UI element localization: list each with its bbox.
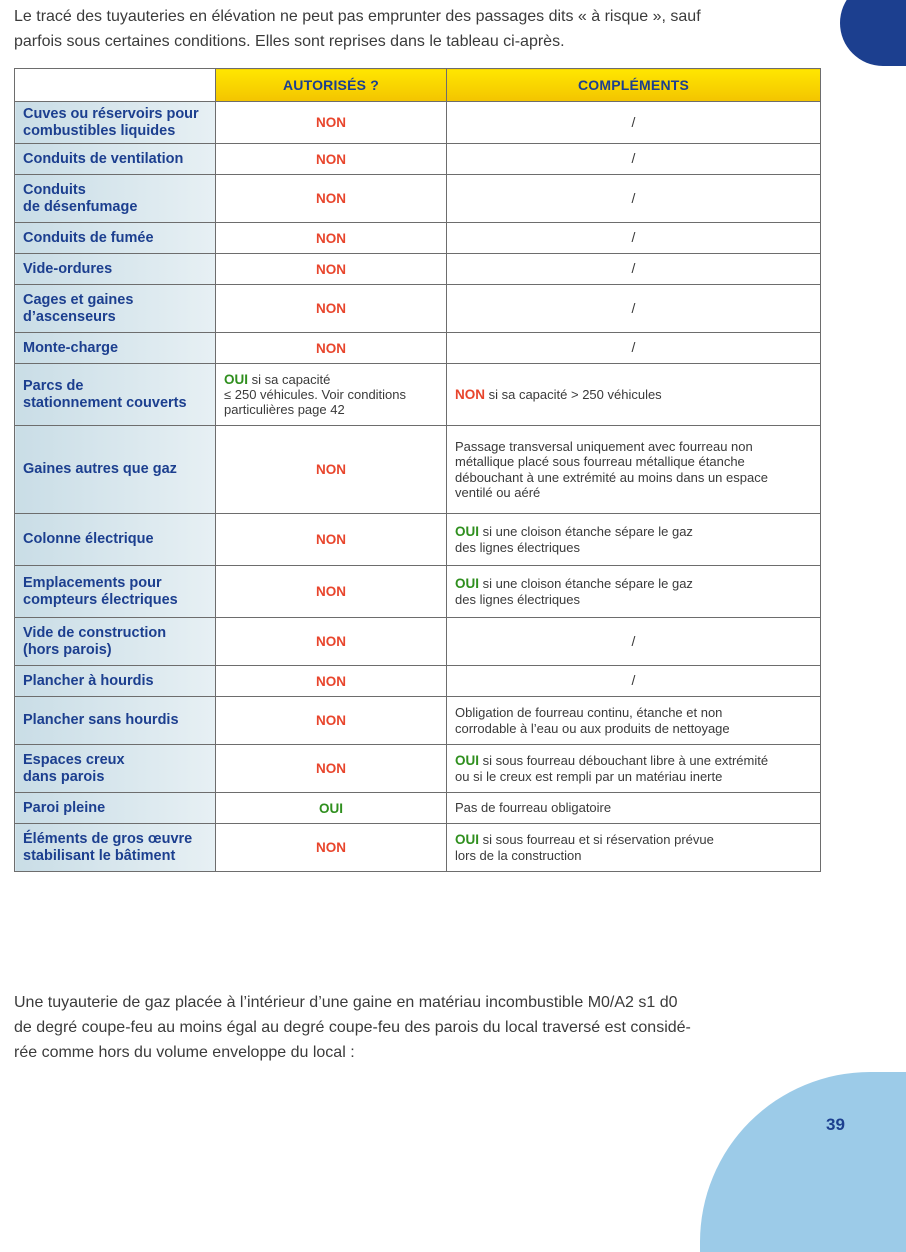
table-row	[15, 824, 821, 872]
complement-text: si sa capacité > 250 véhicules	[485, 386, 662, 402]
complement-text: Obligation de fourreau continu, étanche et non corrodable à l’eau ou aux produits de nettoyage	[455, 705, 730, 736]
row-complement-cell	[447, 824, 821, 872]
row-autorise-cell	[216, 514, 447, 566]
row-complement-cell	[447, 364, 821, 426]
row-label: Éléments de gros œuvre stabilisant le bâtiment	[15, 824, 216, 872]
row-complement-cell	[447, 618, 821, 666]
row-label: Parcs de stationnement couverts	[15, 364, 216, 426]
row-autorise-cell	[216, 793, 447, 824]
row-autorise-cell	[216, 697, 447, 745]
status-non: NON	[316, 261, 346, 277]
table-row	[15, 566, 821, 618]
table-row	[15, 666, 821, 697]
table-row	[15, 697, 821, 745]
status-non: NON	[316, 191, 346, 206]
status-non: NON	[316, 462, 346, 477]
row-complement-cell	[447, 514, 821, 566]
table-row	[15, 333, 821, 364]
row-autorise-cell	[216, 285, 447, 333]
status-non: NON	[316, 230, 346, 246]
row-complement-cell	[447, 566, 821, 618]
status-non: NON	[316, 532, 346, 547]
table-body	[15, 102, 821, 872]
row-label: Conduits de ventilation	[15, 144, 216, 175]
complement-text: /	[631, 339, 636, 356]
status-non: NON	[316, 584, 346, 599]
status-oui: OUI	[318, 800, 343, 816]
row-label: Colonne électrique	[15, 514, 216, 566]
header-blank-cell	[15, 69, 216, 102]
complement-text: /	[631, 229, 636, 246]
complement-text: /	[631, 672, 636, 689]
row-autorise-cell	[216, 144, 447, 175]
row-label: Vide-ordures	[15, 254, 216, 285]
complement-text: /	[631, 260, 636, 277]
table-row	[15, 793, 821, 824]
row-label: Conduits de fumée	[15, 223, 216, 254]
row-label: Monte-charge	[15, 333, 216, 364]
row-label: Paroi pleine	[15, 793, 216, 824]
complement-text: si sous fourreau et si réservation prévue lors de la construction	[455, 832, 714, 863]
row-label: Gaines autres que gaz	[15, 426, 216, 514]
row-autorise-cell	[216, 426, 447, 514]
table-row	[15, 618, 821, 666]
page-number: 39	[826, 1115, 845, 1134]
row-autorise-cell	[216, 102, 447, 144]
complement-non: NON	[455, 386, 485, 402]
row-complement-cell	[447, 285, 821, 333]
status-non: NON	[316, 301, 346, 316]
status-non: NON	[316, 713, 346, 728]
intro-line-1: Le tracé des tuyauteries en élévation ne peut pas emprunter des passages dits « à risque », sauf	[14, 8, 701, 25]
row-complement-cell	[447, 144, 821, 175]
complement-text: /	[631, 632, 636, 649]
row-complement-cell	[447, 333, 821, 364]
status-non: NON	[316, 340, 346, 356]
row-complement-cell	[447, 175, 821, 223]
row-autorise-cell	[216, 745, 447, 793]
complement-oui: OUI	[455, 524, 480, 539]
status-non: NON	[316, 151, 346, 167]
intro-paragraph	[14, 4, 834, 54]
page-corner-decoration	[700, 1072, 906, 1252]
complement-text: Pas de fourreau obligatoire	[455, 800, 612, 816]
status-non: NON	[316, 761, 346, 776]
row-autorise-cell	[216, 666, 447, 697]
complement-oui: OUI	[455, 753, 480, 768]
complement-text: /	[631, 299, 636, 316]
complement-text: /	[631, 150, 636, 167]
intro-line-2: parfois sous certaines conditions. Elles sont reprises dans le tableau ci-après.	[14, 33, 565, 50]
row-complement-cell	[447, 666, 821, 697]
table-row	[15, 144, 821, 175]
row-autorise-cell	[216, 618, 447, 666]
outro-line-1: Une tuyauterie de gaz placée à l’intérieur d’une gaine en matériau incombustible M0/A2 s1 d0	[14, 994, 678, 1011]
row-complement-cell	[447, 426, 821, 514]
outro-paragraph	[14, 990, 874, 1065]
complement-text: /	[631, 189, 636, 206]
header-complements: COMPLÉMENTS	[447, 69, 821, 102]
table-row	[15, 514, 821, 566]
table-row	[15, 175, 821, 223]
row-complement-cell	[447, 745, 821, 793]
complement-text: si sous fourreau débouchant libre à une extrémité ou si le creux est rempli par un matériau inerte	[455, 753, 769, 784]
row-autorise-cell	[216, 364, 447, 426]
row-label: Cuves ou réservoirs pour combustibles liquides	[15, 102, 216, 144]
row-label: Conduits de désenfumage	[15, 175, 216, 223]
row-autorise-cell	[216, 566, 447, 618]
table-row	[15, 102, 821, 144]
complement-oui: OUI	[455, 576, 480, 591]
complement-oui: OUI	[455, 832, 480, 847]
row-label: Vide de construction (hors parois)	[15, 618, 216, 666]
table-header-row	[15, 69, 821, 102]
table-row	[15, 745, 821, 793]
row-label: Plancher à hourdis	[15, 666, 216, 697]
row-autorise-cell	[216, 175, 447, 223]
outro-line-3: rée comme hors du volume enveloppe du local :	[14, 1044, 355, 1061]
row-complement-cell	[447, 793, 821, 824]
status-non: NON	[316, 840, 346, 855]
table-row	[15, 285, 821, 333]
row-autorise-cell	[216, 333, 447, 364]
status-non: NON	[316, 115, 346, 130]
row-autorise-cell	[216, 254, 447, 285]
passages-table	[14, 68, 821, 872]
status-non: NON	[316, 634, 346, 649]
status-oui: OUI	[224, 372, 249, 387]
row-autorise-cell	[216, 223, 447, 254]
row-complement-cell	[447, 223, 821, 254]
row-label: Espaces creux dans parois	[15, 745, 216, 793]
table-row	[15, 254, 821, 285]
status-non: NON	[316, 673, 346, 689]
row-complement-cell	[447, 254, 821, 285]
status-detail: si sa capacité ≤ 250 véhicules. Voir conditions particulières page 42	[224, 372, 407, 417]
complement-text: si une cloison étanche sépare le gaz des lignes électriques	[455, 524, 693, 555]
table-row	[15, 223, 821, 254]
row-label: Plancher sans hourdis	[15, 697, 216, 745]
corner-tab-decoration	[840, 0, 906, 66]
row-complement-cell	[447, 102, 821, 144]
row-autorise-cell	[216, 824, 447, 872]
outro-line-2: de degré coupe-feu au moins égal au degré coupe-feu des parois du local traversé est considé-	[14, 1019, 691, 1036]
complement-text: Passage transversal uniquement avec fourreau non métallique placé sous fourreau métallique étanche débouchant à une extrémité au moins dans un espace ventilé ou aéré	[455, 438, 768, 500]
table-row	[15, 364, 821, 426]
row-label: Cages et gaines d’ascenseurs	[15, 285, 216, 333]
table-row	[15, 426, 821, 514]
complement-text: /	[631, 113, 636, 130]
row-complement-cell	[447, 697, 821, 745]
header-autorises: AUTORISÉS ?	[216, 69, 447, 102]
row-label: Emplacements pour compteurs électriques	[15, 566, 216, 618]
complement-text: si une cloison étanche sépare le gaz des lignes électriques	[455, 576, 693, 607]
